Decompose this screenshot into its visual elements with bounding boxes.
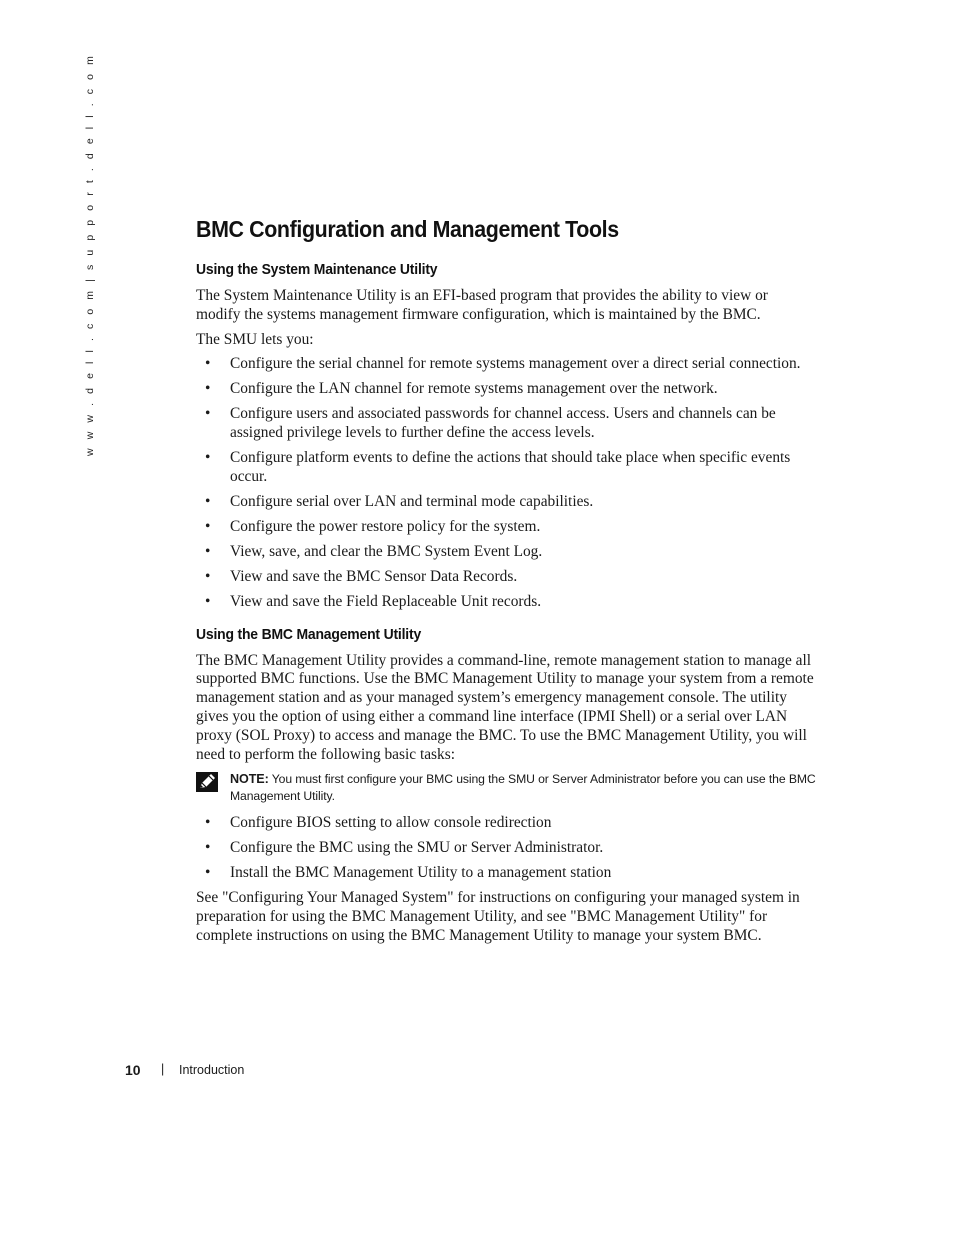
bullet-icon: • [205, 592, 211, 610]
bullet-icon: • [205, 864, 211, 882]
smu-lets-you: The SMU lets you: [196, 330, 314, 348]
smu-heading: Using the System Maintenance Utility [196, 261, 438, 278]
list-item: • Configure serial over LAN and terminal mode capabilities. [205, 492, 594, 510]
pencil-note-icon [196, 772, 218, 792]
page-number: 10 [125, 1062, 141, 1078]
list-item: • View, save, and clear the BMC System Event Log. [205, 542, 543, 560]
list-item: • Configure the LAN channel for remote systems management over the network. [205, 380, 718, 398]
bullet-icon: • [205, 839, 211, 857]
list-item: • View and save the BMC Sensor Data Records. [205, 567, 518, 585]
note-block [196, 771, 816, 805]
smu-list [196, 355, 816, 611]
list-item: • View and save the Field Replaceable Unit records. [205, 592, 542, 610]
bmu-task-list [196, 814, 816, 883]
list-item: • Configure the power restore policy for the system. [205, 517, 541, 535]
list-item: • Configure the BMC using the SMU or Server Administrator. [205, 839, 604, 857]
bullet-icon: • [205, 492, 211, 510]
note-label: NOTE: [230, 772, 269, 787]
side-url-text: w w w . d e l l . c o m | s u p p o r t . d e l l . c o m [84, 53, 96, 456]
list-item: • Configure users and associated passwords for channel access. Users and channels can be assigned privilege levels to further define the access levels. [205, 405, 776, 442]
note-text: You must first configure your BMC using the SMU or Server Administrator before you can use the BMC Management Utility. [230, 772, 816, 804]
list-item: • Install the BMC Management Utility to a management station [205, 864, 612, 882]
bullet-icon: • [205, 405, 211, 423]
page-footer [125, 1062, 245, 1078]
bullet-icon: • [205, 449, 211, 467]
page-title: BMC Configuration and Management Tools [196, 216, 619, 242]
list-item: • Configure the serial channel for remote systems management over a direct serial connection. [205, 355, 801, 373]
list-item: • Configure platform events to define the actions that should take place when specific events occur. [205, 449, 791, 485]
bullet-icon: • [205, 380, 211, 398]
bullet-icon: • [205, 542, 211, 560]
bmu-heading: Using the BMC Management Utility [196, 625, 422, 643]
page-content [196, 216, 816, 952]
smu-intro: The System Maintenance Utility is an EFI-based program that provides the ability to view or modify the systems management firmware configuration, which is maintained by the BMC. [196, 287, 768, 323]
list-item: • Configure BIOS setting to allow console redirection [205, 814, 552, 832]
bmu-closing: See "Configuring Your Managed System" for instructions on configuring your managed system in preparation for using the BMC Management Utility, and see "BMC Management Utility" for complete instructions on using the BMC Management Utility to manage your system BMC. [196, 889, 800, 944]
bullet-icon: • [205, 814, 211, 832]
bullet-icon: • [205, 517, 211, 535]
bullet-icon: • [205, 567, 211, 585]
footer-separator: | [161, 1062, 165, 1076]
bmu-intro: The BMC Management Utility provides a command-line, remote management station to manage all supported BMC functions. Use the BMC Management Utility to manage your system from a remote management station and as your managed system’s emergency management console. The utility gives you the option of using either a command line interface (IPMI Shell) or a serial over LAN proxy (SOL Proxy) to access and manage the BMC. To use the BMC Management Utility, you will need to perform the following basic tasks: [196, 651, 814, 763]
bullet-icon: • [205, 355, 211, 373]
footer-section-name: Introduction [179, 1063, 245, 1077]
